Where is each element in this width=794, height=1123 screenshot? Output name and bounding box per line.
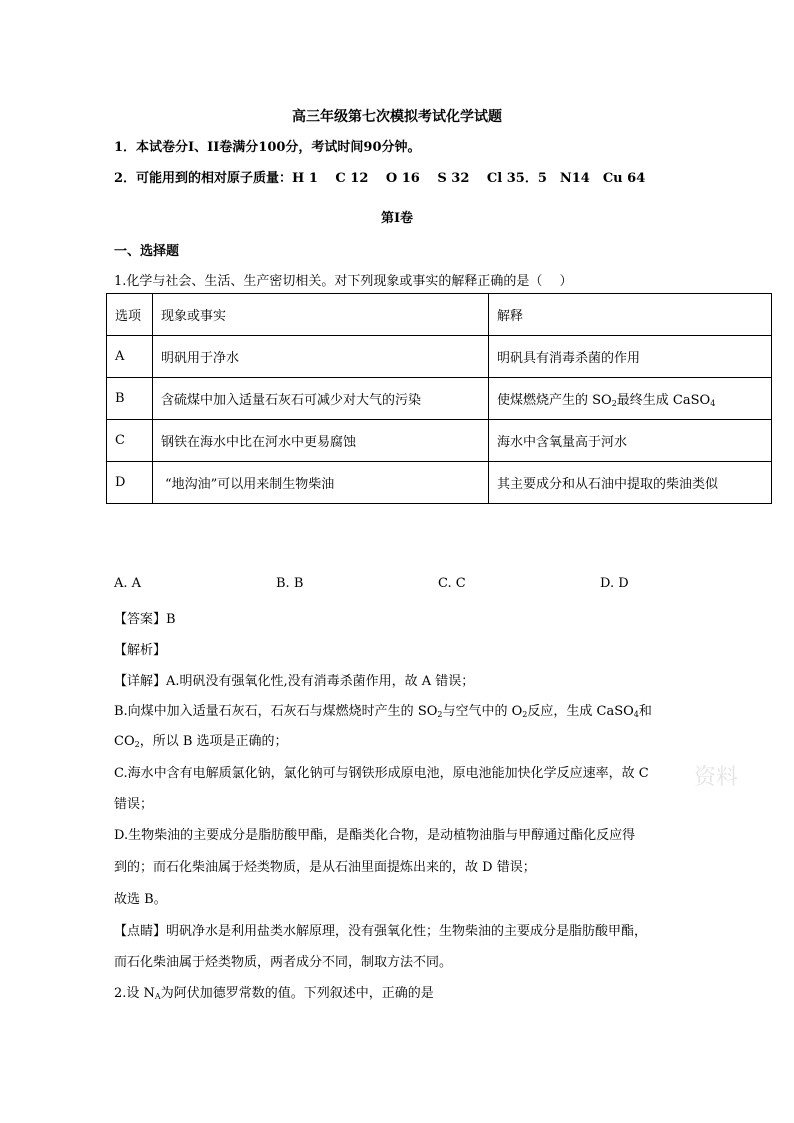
detail-text: 与空气中的 O (442, 704, 523, 719)
table-header-row (107, 294, 772, 336)
choice-a: A. A (114, 576, 142, 591)
table-row (107, 336, 772, 378)
exam-title: 高三年级第七次模拟考试化学试题 (292, 109, 502, 125)
subscript: 4 (710, 399, 716, 408)
detail-line-6: D.生物柴油的主要成分是脂肪酸甲酯，是酯类化合物，是动植物油脂与甲醇通过酯化反应得 (114, 828, 636, 843)
explanation-cell: 海水中含氧量高于河水 (489, 420, 772, 462)
table-header-cell: 解释 (489, 294, 772, 336)
fact-cell: “地沟油”可以用来制生物柴油 (153, 462, 489, 504)
volume-heading: 第Ⅰ卷 (380, 211, 414, 226)
subscript: 2 (522, 710, 528, 719)
explanation-cell: 其主要成分和从石油中提取的柴油类似 (489, 462, 772, 504)
explanation-text: 使煤燃烧产生的 SO (497, 393, 612, 408)
detail-text: B.向煤中加入适量石灰石，石灰石与煤燃烧时产生的 SO (114, 704, 438, 719)
option-cell: A (107, 336, 153, 378)
detail-text: 反应，生成 CaSO (527, 704, 634, 719)
detail-line-2 (114, 700, 652, 719)
subscript: A (154, 992, 161, 1001)
question-2-stem (114, 982, 434, 1001)
question-1-stem: 1.化学与社会、生活、生产密切相关。对下列现象或事实的解释正确的是（ ） (114, 274, 573, 289)
comment-line-2: 而石化柴油属于烃类物质，两者成分不同，制取方法不同。 (114, 955, 453, 970)
detail-line-3 (114, 730, 288, 749)
detail-line-1: 【详解】A.明矾没有强氧化性,没有消毒杀菌作用，故 A 错误； (114, 674, 475, 689)
note-1: 1．本试卷分Ⅰ、II卷满分100分，考试时间90分钟。 (114, 140, 421, 155)
subscript: 2 (611, 399, 617, 408)
table-row (107, 462, 772, 504)
option-cell: C (107, 420, 153, 462)
table-row (107, 420, 772, 462)
analysis-label: 【解析】 (114, 643, 167, 658)
fact-cell: 钢铁在海水中比在河水中更易腐蚀 (153, 420, 489, 462)
question-text: 2.设 N (114, 986, 155, 1001)
fact-cell: 明矾用于净水 (153, 336, 489, 378)
table-header-cell: 选项 (107, 294, 153, 336)
answer-line: 【答案】B (114, 612, 176, 627)
detail-line-4: C.海水中含有电解质氯化钠，氯化钠可与钢铁形成原电池，原电池能加快化学反应速率，故 C (114, 766, 649, 781)
option-cell: B (107, 378, 153, 420)
explanation-cell (489, 378, 772, 420)
option-cell: D (107, 462, 153, 504)
detail-line-8: 故选 B。 (114, 892, 167, 907)
table-header-cell: 现象或事实 (153, 294, 489, 336)
choice-d: D. D (600, 576, 629, 591)
detail-line-5: 错误； (114, 797, 154, 812)
question-1-table (106, 293, 772, 504)
detail-text: 和 (638, 704, 652, 719)
choice-b: B. B (276, 576, 304, 591)
section-heading: 一、选择题 (114, 244, 180, 259)
explanation-cell: 明矾具有消毒杀菌的作用 (489, 336, 772, 378)
note-2: 2．可能用到的相对原子质量：H 1 C 12 O 16 S 32 Cl 35．5 N14 Cu 64 (114, 171, 646, 186)
question-text: 为阿伏加德罗常数的值。下列叙述中，正确的是 (160, 986, 434, 1001)
detail-text: CO (114, 734, 135, 749)
detail-text: ，所以 B 选项是正确的； (139, 734, 288, 749)
fact-cell: 含硫煤中加入适量石灰石可减少对大气的污染 (153, 378, 489, 420)
detail-line-7: 到的；而石化柴油属于烃类物质，是从石油里面提炼出来的，故 D 错误； (114, 860, 536, 875)
subscript: 2 (134, 740, 140, 749)
table-row (107, 378, 772, 420)
subscript: 2 (437, 710, 443, 719)
subscript: 4 (633, 710, 639, 719)
comment-line-1: 【点睛】明矾净水是利用盐类水解原理，没有强氧化性；生物柴油的主要成分是脂肪酸甲酯， (114, 924, 648, 939)
choice-c: C. C (438, 576, 466, 591)
watermark: 资料 (694, 765, 739, 790)
explanation-text: 最终生成 CaSO (616, 393, 711, 408)
